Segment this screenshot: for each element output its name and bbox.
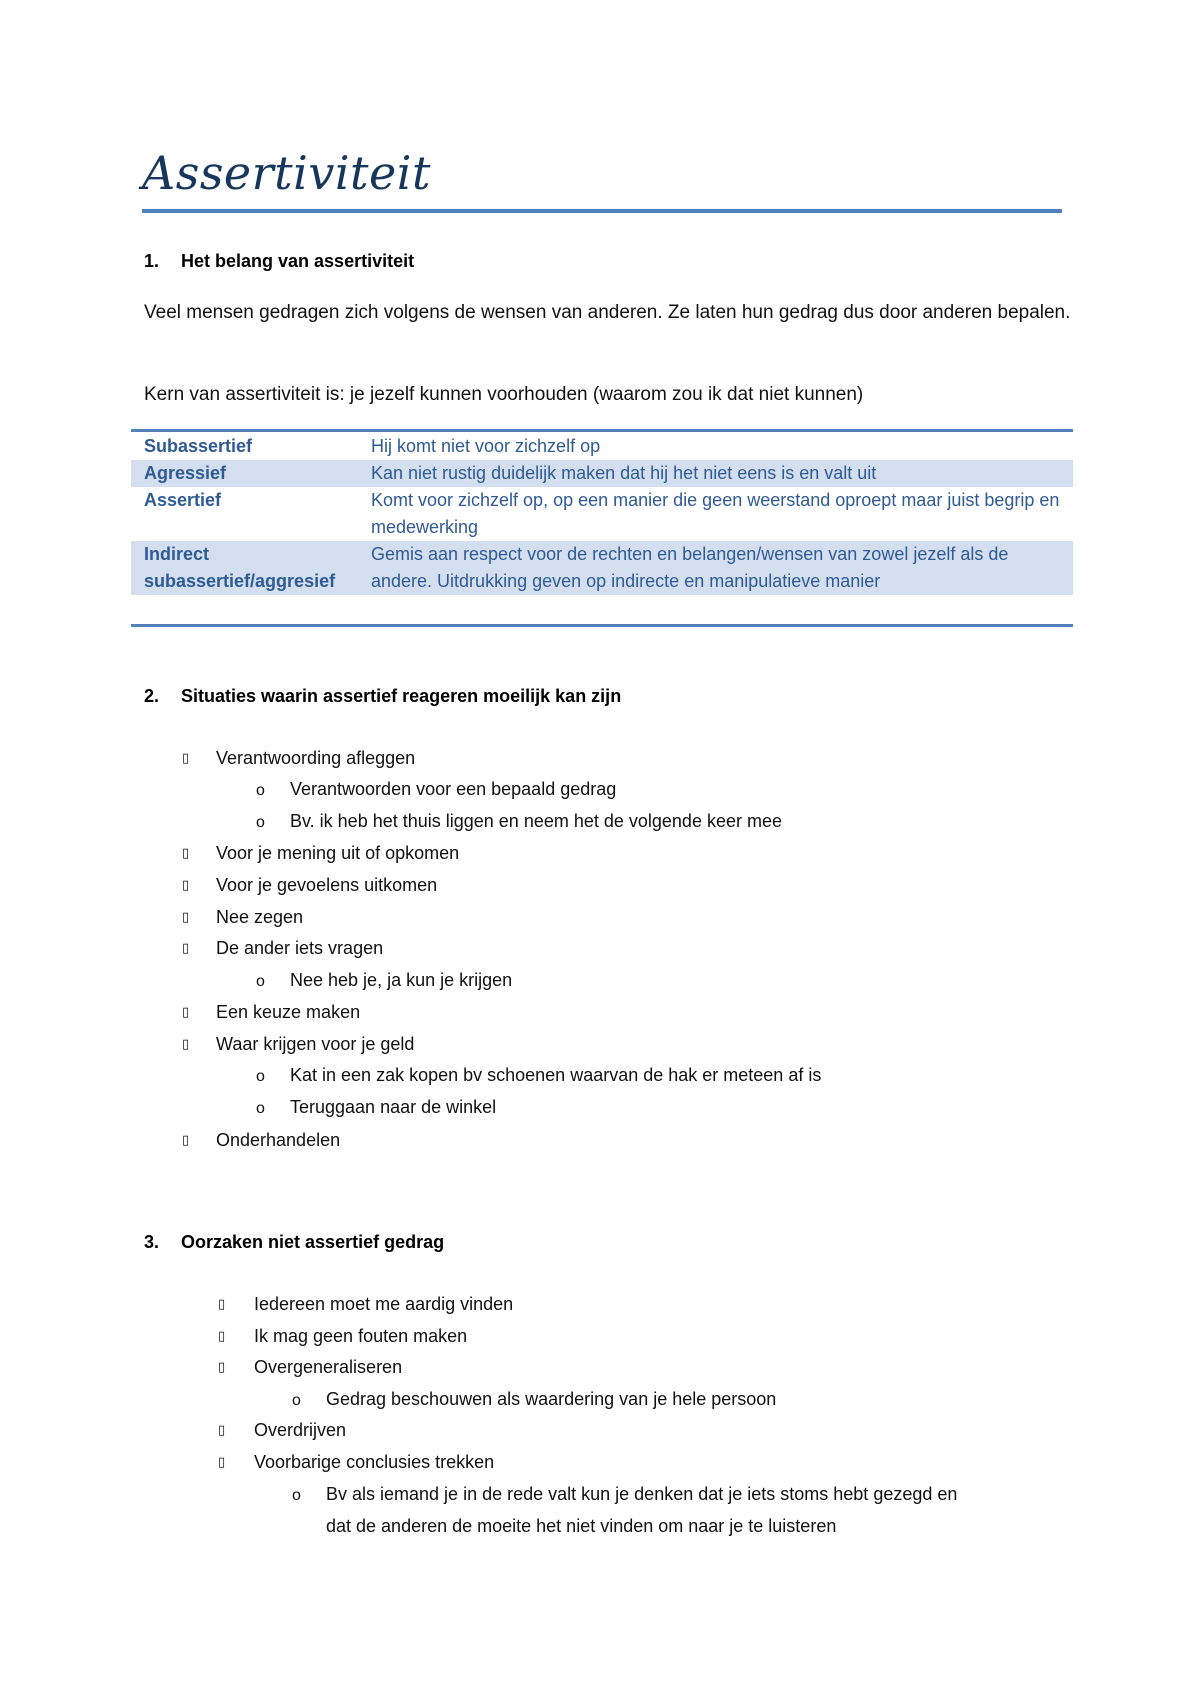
list-item: ▯ De ander iets vragen xyxy=(182,938,384,958)
table-description: Hij komt niet voor zichzelf op xyxy=(371,436,601,456)
sub-bullet-icon: o xyxy=(292,1392,301,1409)
table-description: Komt voor zichzelf op, op een manier die geen weerstand oproept maar juist begrip en medewerking xyxy=(371,490,1060,537)
section-2-title: Situaties waarin assertief reageren moeilijk kan zijn xyxy=(181,686,622,706)
sub-bullet-icon: o xyxy=(256,814,265,831)
table-row xyxy=(131,487,1073,541)
section-2-number: 2. xyxy=(144,686,160,706)
section-3-number: 3. xyxy=(144,1232,160,1252)
list-item: ▯ Iedereen moet me aardig vinden xyxy=(218,1294,514,1314)
table-term: Agressief xyxy=(131,460,358,487)
bullet-icon: ▯ xyxy=(218,1297,226,1312)
list-item: o Bv als iemand je in de rede valt kun je denken dat je iets stoms hebt gezegd en xyxy=(292,1484,958,1504)
bullet-icon: ▯ xyxy=(182,1005,190,1020)
title-underline xyxy=(142,209,1062,213)
table-description: Gemis aan respect voor de rechten en belangen/wensen van zowel jezelf als de andere. Uitdrukking geven op indirecte en manipulatieve manier xyxy=(358,541,1073,595)
bullet-icon: ▯ xyxy=(182,878,190,893)
list-item: ▯ Overdrijven xyxy=(218,1420,347,1440)
bullet-icon: ▯ xyxy=(218,1455,226,1470)
table-term: Indirect subassertief/aggresief xyxy=(131,541,358,595)
list-item: o Gedrag beschouwen als waardering van je hele persoon xyxy=(292,1389,777,1409)
list-item: o Bv. ik heb het thuis liggen en neem het de volgende keer mee xyxy=(256,811,782,831)
list-item: ▯ Een keuze maken xyxy=(182,1002,361,1022)
table-row xyxy=(131,430,1073,460)
list-item: ▯ Ik mag geen fouten maken xyxy=(218,1326,468,1346)
bullet-icon: ▯ xyxy=(182,751,190,766)
sub-bullet-icon: o xyxy=(256,1068,265,1085)
section-1-title: Het belang van assertiviteit xyxy=(181,251,415,271)
sub-bullet-icon: o xyxy=(256,973,265,990)
list-item: ▯ Verantwoording afleggen xyxy=(182,748,416,768)
section-2-heading xyxy=(144,686,621,707)
list-item: ▯ Voorbarige conclusies trekken xyxy=(218,1452,495,1472)
bullet-icon: ▯ xyxy=(182,1133,190,1148)
table-term: Subassertief xyxy=(144,436,253,456)
assertiveness-table xyxy=(131,430,1073,595)
list-item: ▯ Onderhandelen xyxy=(182,1130,341,1150)
bullet-icon: ▯ xyxy=(182,846,190,861)
list-item-continuation: dat de anderen de moeite het niet vinden om naar je te luisteren xyxy=(326,1516,837,1536)
list-item: o Nee heb je, ja kun je krijgen xyxy=(256,970,513,990)
document-title: Assertiviteit xyxy=(142,146,431,200)
list-item: ▯ Voor je mening uit of opkomen xyxy=(182,843,460,863)
sub-bullet-icon: o xyxy=(256,782,265,799)
list-item: ▯ Overgeneraliseren xyxy=(218,1357,403,1377)
table-bottom-rule xyxy=(131,624,1073,627)
section-1-paragraph-1: Veel mensen gedragen zich volgens de wensen van anderen. Ze laten hun gedrag dus door anderen bepalen. xyxy=(144,302,1071,323)
sub-bullet-icon: o xyxy=(256,1100,265,1117)
table-description: Kan niet rustig duidelijk maken dat hij het niet eens is en valt uit xyxy=(358,460,1073,487)
section-1-heading xyxy=(144,251,414,272)
section-1-paragraph-2: Kern van assertiviteit is: je jezelf kunnen voorhouden (waarom zou ik dat niet kunnen) xyxy=(144,384,864,405)
section-1-number: 1. xyxy=(144,251,160,271)
sub-bullet-icon: o xyxy=(292,1487,301,1504)
list-item: o Verantwoorden voor een bepaald gedrag xyxy=(256,779,617,799)
list-item: o Kat in een zak kopen bv schoenen waarvan de hak er meteen af is xyxy=(256,1065,822,1085)
list-item: ▯ Waar krijgen voor je geld xyxy=(182,1034,415,1054)
table-row xyxy=(131,460,1073,487)
table-row xyxy=(131,541,1073,595)
bullet-icon: ▯ xyxy=(218,1423,226,1438)
bullet-icon: ▯ xyxy=(218,1329,226,1344)
bullet-icon: ▯ xyxy=(182,941,190,956)
section-3-title: Oorzaken niet assertief gedrag xyxy=(181,1232,445,1252)
table-term: Assertief xyxy=(144,490,222,510)
bullet-icon: ▯ xyxy=(218,1360,226,1375)
bullet-icon: ▯ xyxy=(182,910,190,925)
section-3-heading xyxy=(144,1232,444,1253)
bullet-icon: ▯ xyxy=(182,1037,190,1052)
list-item: o Teruggaan naar de winkel xyxy=(256,1097,497,1117)
list-item: ▯ Nee zegen xyxy=(182,907,304,927)
list-item: ▯ Voor je gevoelens uitkomen xyxy=(182,875,438,895)
